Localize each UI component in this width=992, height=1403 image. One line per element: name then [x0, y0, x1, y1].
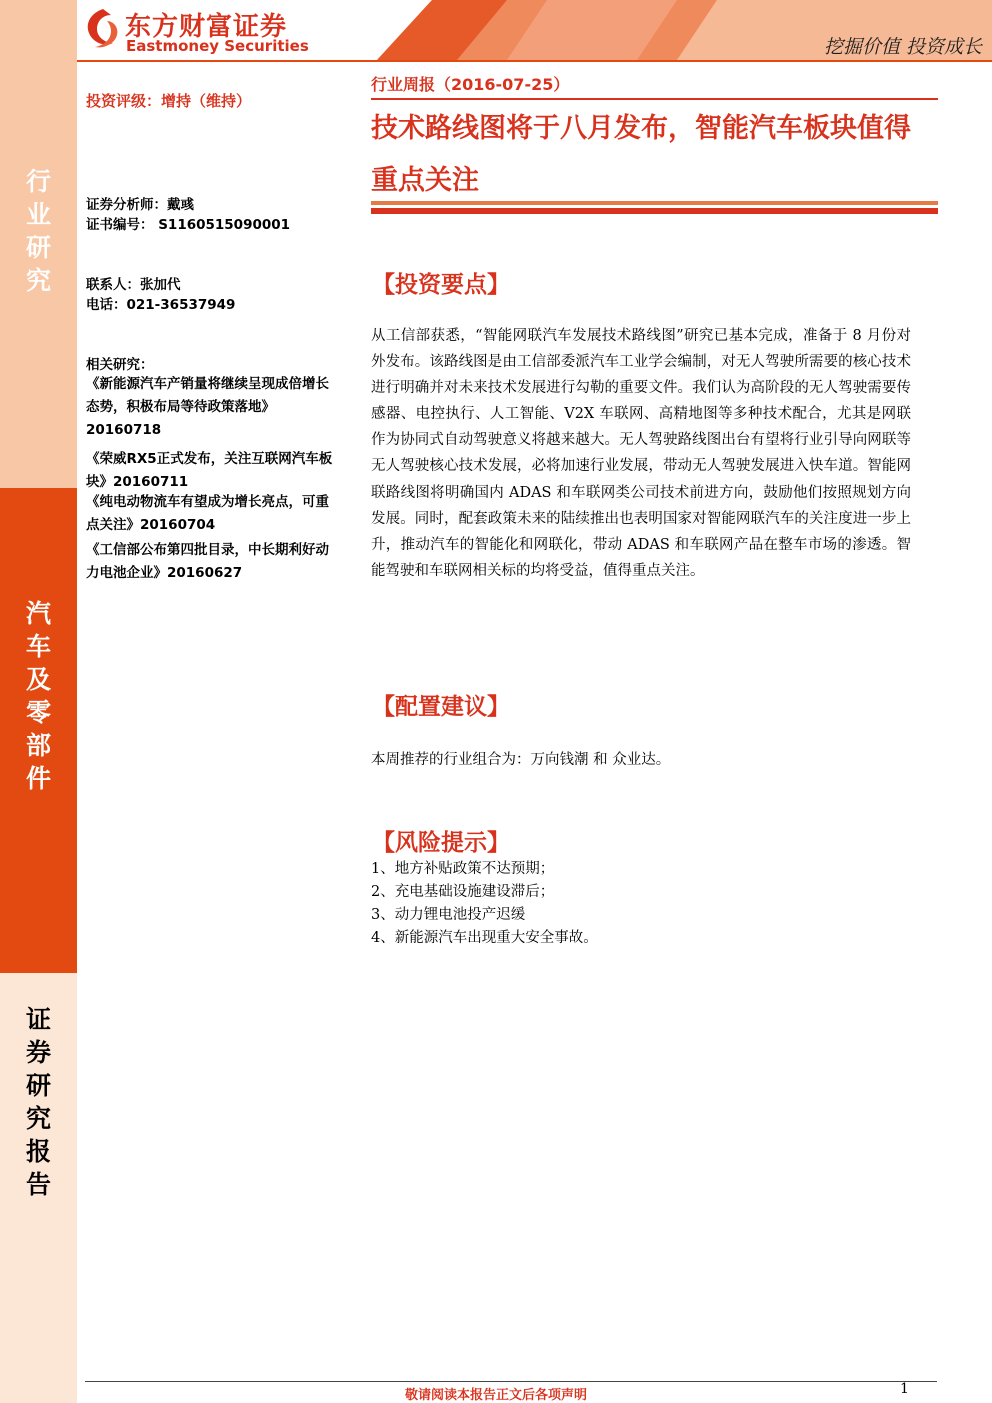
title-top-rule [371, 98, 938, 100]
risk-item: 3、动力锂电池投产迟缓 [371, 907, 526, 923]
page-number: 1 [900, 1381, 909, 1397]
key-points-heading: 【投资要点】 [372, 272, 510, 298]
allocation-body: 本周推荐的行业组合为：万向钱潮 和 众业达。 [371, 752, 671, 768]
investment-rating: 投资评级：增持（维持） [86, 92, 252, 110]
key-points-body [371, 323, 911, 584]
allocation-heading: 【配置建议】 [372, 694, 510, 720]
contact-phone: 电话：021-36537949 [86, 297, 236, 313]
related-research-item: 《纯电动物流车有望成为增长亮点，可重点关注》20160704 [86, 494, 329, 533]
risk-item: 2、充电基础设施建设滞后； [371, 884, 555, 900]
risk-item: 1、地方补贴政策不达预期； [371, 861, 555, 877]
analyst-name: 证券分析师：戴彧 [86, 197, 194, 213]
logo-english-name: Eastmoney Securities [126, 37, 309, 55]
footer-disclaimer: 敬请阅读本报告正文后各项声明 [404, 1388, 587, 1403]
report-type-date: 行业周报（2016-07-25） [371, 75, 570, 94]
related-research-item: 《荣威RX5正式发布，关注互联网汽车板块》20160711 [86, 451, 333, 490]
report-title: 技术路线图将于八月发布，智能汽车板块值得重点关注 [371, 113, 911, 196]
logo-chinese-name: 东方财富证券 [125, 12, 288, 42]
left-sidebar [0, 0, 77, 1403]
sidebar-label-auto-parts: 汽 车 及 零 部 件 [25, 599, 51, 793]
title-bottom-rule-thin [371, 201, 938, 205]
footer-rule [85, 1381, 937, 1382]
certificate-number: 证书编号： S1160515090001 [86, 217, 291, 233]
related-research-title: 相关研究： [86, 357, 154, 373]
title-bottom-rule-thick [371, 208, 938, 214]
related-research-item: 《新能源汽车产销量将继续呈现成倍增长态势，积极布局等待政策落地》20160718 [86, 376, 329, 438]
related-research-item: 《工信部公布第四批目录，中长期利好动力电池企业》20160627 [86, 542, 329, 581]
contact-person: 联系人：张加代 [86, 277, 181, 293]
key-points-paragraph: 从工信部获悉，“智能网联汽车发展技术路线图”研究已基本完成，准备于 8 月份对外发布。该路线图是由工信部委派汽车工业学会编制，对无人驾驶所需要的核心技术进行明确并对未来技术发展进行勾勒的重要文件。我们认为高阶段的无人驾驶需要传感器、电控执行、人工智能、V2X 车联网、高精地图等多种技术配合，尤其是网联作为协同式自动驾驶意义将越来越大。无人驾驶路线图出台有望将行业引导向网联等无人驾驶核心技术发展，必将加速行业发展，带动无人驾驶发展进入快车道。智能网联路线图将明确国内 ADAS 和车联网类公司技术前进方向，鼓励他们按照规划方向发展。同时，配套政策未来的陆续推出也表明国家对智能网联汽车的关注度进一步上升，推动汽车的智能化和网联化，带动 ADAS 和车联网产品在整车市场的渗透。智能驾驶和车联网相关标的均将受益，值得重点关注。 [371, 328, 911, 579]
header-slogan: 挖掘价值 投资成长 [823, 36, 982, 58]
sidebar-label-industry-research: 行 业 研 究 [25, 167, 51, 295]
eastmoney-logo-icon [83, 7, 123, 51]
risk-heading: 【风险提示】 [372, 830, 510, 856]
page-header [77, 0, 992, 68]
risk-item: 4、新能源汽车出现重大安全事故。 [371, 930, 598, 946]
sidebar-label-securities-report: 证 券 研 究 报 告 [25, 1005, 51, 1199]
